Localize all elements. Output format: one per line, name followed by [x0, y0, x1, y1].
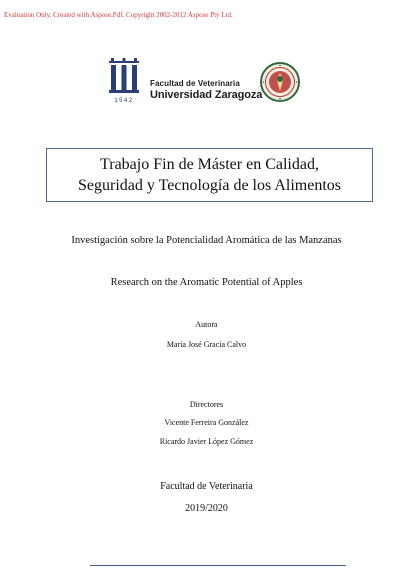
faculty-logo-text: [150, 79, 262, 101]
thesis-degree-title-box: [46, 148, 373, 202]
faculty-name: Facultad de Veterinaria: [160, 481, 253, 492]
evaluation-watermark: Evaluation Only. Created with Aspose.Pdf. Copyright 2002-2012 Aspose Pty Ltd.: [4, 11, 233, 19]
logo-header: [108, 58, 308, 108]
thesis-title-spanish: Investigación sobre la Potencialidad Aromática de las Manzanas: [71, 235, 342, 246]
faculty-seal-icon: [260, 62, 300, 102]
academic-year: 2019/2020: [185, 503, 228, 514]
logo-faculty-name: Facultad de Veterinaria: [150, 79, 240, 88]
svg-text:1542: 1542: [114, 98, 134, 104]
logo-university-name: Universidad Zaragoza: [150, 89, 263, 101]
thesis-title-english: Research on the Aromatic Potential of Apples: [110, 277, 303, 288]
degree-title-line-1: Trabajo Fin de Máster en Calidad,: [100, 156, 319, 173]
footer-divider: [90, 565, 346, 566]
directors-label: Directores: [189, 400, 224, 409]
university-emblem-icon: [108, 58, 140, 104]
author-label: Autora: [195, 320, 218, 329]
author-name: María José Gracia Calvo: [166, 340, 247, 349]
director-name: Vicente Ferreira González: [164, 418, 249, 427]
degree-title-line-2: Seguridad y Tecnología de los Alimentos: [78, 177, 341, 194]
director-name: Ricardo Javier López Gómez: [159, 437, 254, 446]
